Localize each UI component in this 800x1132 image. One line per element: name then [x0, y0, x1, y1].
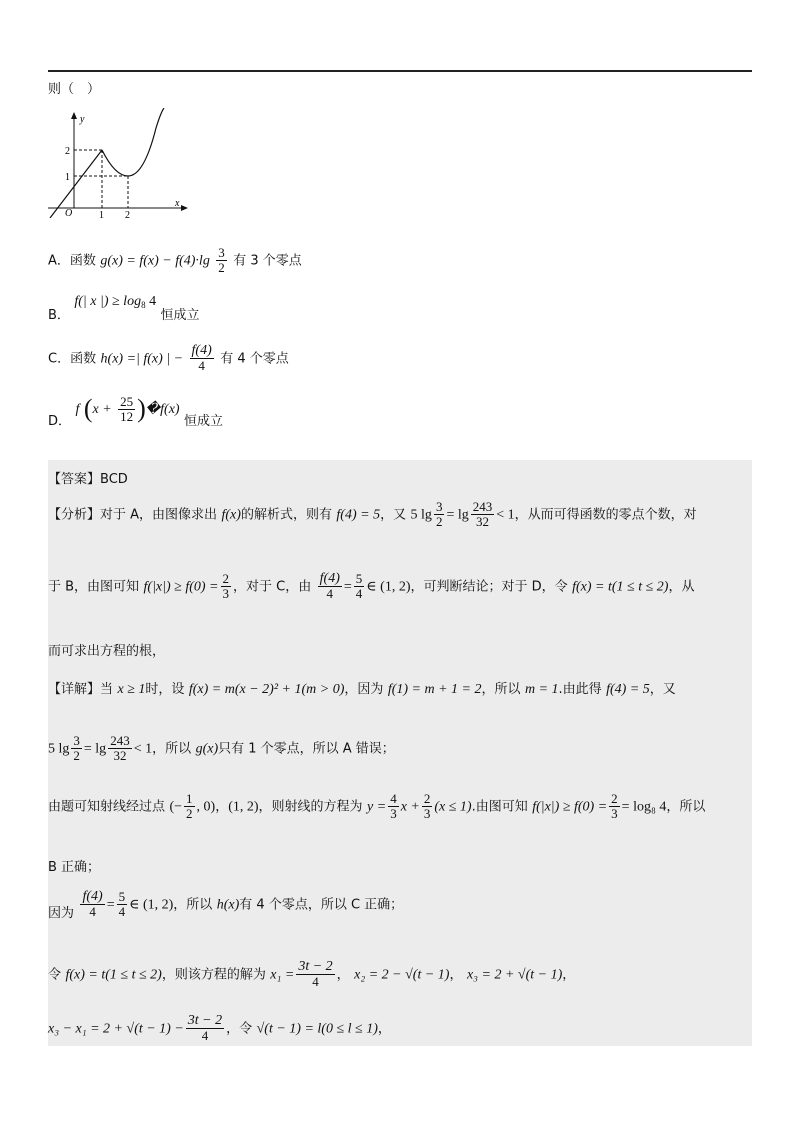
math: ∈ (1, 2) [129, 897, 174, 913]
text: ，对于 C，由 [233, 579, 312, 595]
math: g(x) [195, 741, 219, 757]
text: ，所以 [666, 799, 706, 815]
frac-num: 3 [435, 499, 443, 514]
math: ∈ (1, 2) [366, 579, 411, 595]
math: x + [400, 799, 420, 815]
option-a-prefix: A．函数 [48, 253, 96, 269]
option-d-lparen: ( [83, 394, 93, 423]
text: ，所以 [481, 682, 521, 697]
option-b-log-base: 8 [141, 300, 146, 310]
analysis-label: 【分析】 [48, 507, 101, 523]
frac-den: 3 [423, 806, 431, 821]
option-d-rparen: ) [137, 394, 146, 423]
frac-den: 4 [118, 904, 126, 919]
math: x₃ − x₁ = 2 + √(t − 1) − [48, 1021, 184, 1037]
option-d-suffix: 恒成立 [184, 414, 224, 429]
frac-den: 4 [326, 586, 334, 601]
text: 由题可知射线经过点 [48, 799, 166, 815]
option-b-log-arg: 4 [145, 294, 157, 309]
math: m = 1 [524, 682, 559, 697]
frac-num: 1 [186, 791, 193, 806]
fraction [221, 572, 232, 601]
option-c-fraction [190, 344, 214, 373]
frac-num: 2 [222, 571, 229, 586]
math: , 0) [196, 799, 216, 815]
analysis-line-3: 而可求出方程的根， [48, 644, 166, 659]
math: f(|x|) ≥ f(0) = [532, 799, 608, 815]
math: x₃ = 2 + √(t − 1) [466, 967, 563, 983]
frac-num: 2 [611, 791, 618, 806]
x-axis-label: x [175, 198, 180, 209]
text: ，因为 [344, 682, 384, 697]
frac-num: 3 [218, 245, 225, 260]
option-c-formula: h(x) =| f(x) | − [100, 351, 184, 367]
y-axis-label: y [80, 114, 85, 125]
math: = [106, 897, 115, 913]
origin-label: O [65, 208, 73, 218]
option-a [48, 246, 302, 275]
option-c-suffix: 有 4 个零点 [220, 351, 289, 367]
text: ，从而可得函数的零点个数，对 [514, 507, 697, 523]
detail-line-1 [48, 678, 676, 698]
option-c-prefix: C．函数 [48, 351, 97, 367]
math: f(x) [221, 507, 241, 523]
frac-num: f(4) [319, 571, 340, 586]
fraction [354, 572, 365, 601]
math: x₁ = [270, 967, 295, 983]
frac-den: 4 [201, 1028, 209, 1043]
frac-den: 4 [198, 358, 205, 373]
math: (1, 2) [228, 799, 259, 815]
x-axis-arrow [181, 205, 188, 211]
frac-den: 4 [312, 974, 319, 989]
math: h(x) [216, 897, 240, 913]
option-a-suffix: 有 3 个零点 [233, 253, 302, 269]
frac-num: 5 [118, 889, 126, 904]
text: 只有 1 个零点，所以 A 错误； [218, 741, 395, 757]
question-tail: 则（ ） [48, 82, 101, 97]
parabola-curve [102, 108, 164, 176]
detail-line-6 [48, 960, 575, 989]
frac-num: 25 [120, 393, 134, 409]
math: 5 lg [48, 741, 70, 757]
option-b-formula: f(| x |) ≥ log [74, 294, 142, 309]
frac-den: 3 [390, 806, 397, 821]
text: ， [377, 1021, 391, 1037]
text: 当 [100, 682, 114, 697]
option-b [48, 290, 200, 323]
text: ，所以 [173, 897, 213, 913]
math: = lg [83, 741, 107, 757]
top-rule [48, 70, 752, 72]
fraction [471, 500, 495, 529]
math: f(x) = t(1 ≤ t ≤ 2) [572, 579, 669, 595]
frac-den: 4 [89, 904, 96, 919]
math: f(4) = 5 [606, 682, 650, 697]
fraction [422, 792, 433, 821]
math: f(|x|) ≥ f(0) = [143, 579, 219, 595]
option-a-fraction [216, 246, 227, 275]
option-d-prefix: D． [48, 414, 72, 429]
text: 令 [48, 967, 62, 983]
option-d [48, 393, 224, 429]
text: ， [562, 967, 576, 983]
text: 的解析式，则有 [240, 507, 332, 523]
frac-den: 2 [435, 514, 443, 529]
math: x ≥ 1 [117, 682, 146, 697]
frac-num: f(4) [82, 889, 103, 904]
y-tick-1: 1 [65, 172, 70, 183]
frac-den: 12 [120, 408, 134, 424]
option-c [48, 344, 289, 373]
math: f(4) = 5 [336, 507, 381, 523]
text: 有 4 个零点，所以 C 正确； [239, 897, 404, 913]
fraction [318, 572, 342, 601]
text: ，又 [380, 507, 407, 523]
frac-den: 32 [113, 748, 127, 763]
option-d-inner: x + [92, 402, 112, 417]
math: 5 lg [410, 507, 432, 523]
math: f(1) = m + 1 = 2 [387, 682, 482, 697]
fraction [71, 734, 82, 763]
math: √(t − 1) = l(0 ≤ l ≤ 1) [256, 1021, 378, 1037]
math: y = [367, 799, 387, 815]
detail-line-3 [48, 792, 705, 821]
fraction [296, 960, 334, 989]
fraction [117, 890, 128, 919]
math: = log₈ 4 [621, 799, 667, 815]
math: f(x) = m(x − 2)² + 1(m > 0) [188, 682, 345, 697]
option-d-post: �f(x) [145, 402, 180, 417]
text: ，所以 [152, 741, 192, 757]
text: ，又 [649, 682, 676, 697]
fraction [609, 792, 620, 821]
text: .由图可知 [471, 799, 528, 815]
text: ，令 [226, 1021, 253, 1037]
frac-den: 4 [355, 586, 363, 601]
math: < 1 [133, 741, 153, 757]
option-b-prefix: B． [48, 308, 70, 323]
frac-num: 3t − 2 [298, 959, 333, 974]
frac-den: 32 [475, 514, 489, 529]
frac-num: 3t − 2 [187, 1013, 223, 1028]
frac-num: 243 [110, 733, 130, 748]
detail-line-4: B 正确； [48, 860, 101, 875]
frac-num: 243 [472, 499, 493, 514]
frac-den: 2 [186, 806, 193, 821]
text: 于 B，由图可知 [48, 579, 140, 595]
detail-line-2 [48, 734, 395, 763]
text: ， [215, 799, 229, 815]
frac-den: 3 [611, 806, 618, 821]
fraction [434, 500, 445, 529]
option-d-fraction [118, 395, 135, 424]
math: (− [169, 799, 183, 815]
function-graph [44, 108, 194, 218]
fraction [184, 792, 195, 821]
frac-num: f(4) [191, 343, 212, 358]
option-b-suffix: 恒成立 [160, 308, 200, 323]
analysis-line-1 [48, 500, 697, 529]
y-tick-2: 2 [65, 146, 70, 157]
text: ， [336, 967, 350, 983]
math: (x ≤ 1) [434, 799, 472, 815]
frac-num: 5 [355, 571, 363, 586]
math: < 1 [496, 507, 515, 523]
math: x₂ = 2 − √(t − 1) [354, 967, 450, 983]
x-tick-1: 1 [99, 210, 104, 218]
detail-line-7 [48, 1014, 391, 1043]
math: = lg [446, 507, 469, 523]
frac-den: 3 [222, 586, 229, 601]
option-a-formula: g(x) = f(x) − f(4)·lg [100, 253, 210, 269]
fraction [186, 1014, 224, 1043]
answer-line: 【答案】BCD [48, 472, 128, 487]
math: f(x) = t(1 ≤ t ≤ 2) [65, 967, 162, 983]
fraction [388, 792, 399, 821]
detail-line-5 [48, 890, 403, 919]
analysis-line-2 [48, 572, 694, 601]
frac-num: 3 [73, 733, 80, 748]
text: ，则射线的方程为 [258, 799, 363, 815]
frac-den: 2 [218, 260, 225, 275]
text: ，从 [668, 579, 695, 595]
fraction [108, 734, 132, 763]
text: ，可判断结论；对于 D，令 [410, 579, 568, 595]
text: ， [449, 967, 463, 983]
detail-label: 【详解】 [48, 682, 101, 697]
frac-num: 4 [390, 791, 397, 806]
text: .由此得 [558, 682, 602, 697]
frac-num: 2 [423, 791, 431, 806]
fraction [80, 890, 104, 919]
text: 时，设 [145, 682, 185, 697]
x-tick-2: 2 [125, 210, 130, 218]
frac-den: 2 [73, 748, 80, 763]
math: = [343, 579, 352, 595]
text: 对于 A，由图像求出 [100, 507, 218, 523]
y-axis-arrow [71, 112, 77, 119]
text: ，则该方程的解为 [161, 967, 266, 983]
option-d-f: f [75, 402, 80, 417]
text: 因为 [48, 905, 75, 921]
